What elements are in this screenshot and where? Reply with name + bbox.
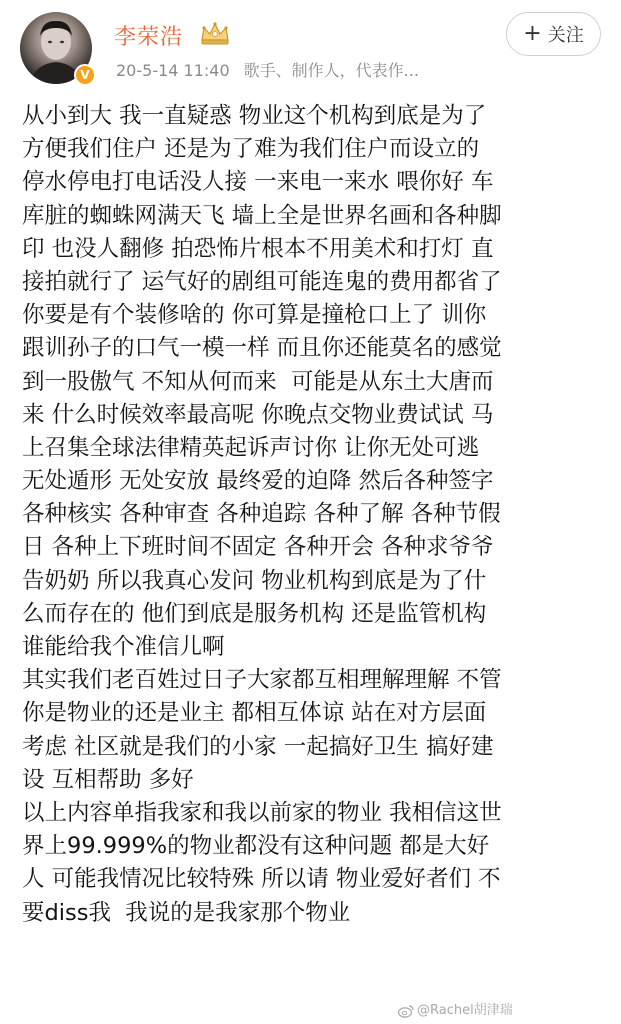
follow-label: 关注 [547, 25, 584, 46]
post-line: 方便我们住户 还是为了难为我们住户而设立的 [22, 136, 480, 163]
post-body [22, 100, 607, 930]
post-paragraph [22, 797, 607, 930]
crown-rank-icon[interactable] [198, 20, 232, 46]
avatar-container[interactable] [20, 12, 96, 88]
post-line: 考虑 社区就是我们的小家 一起搞好卫生 搞好建 [22, 733, 494, 760]
follow-button[interactable] [506, 12, 601, 56]
post-timestamp[interactable]: 20-5-14 11:40 [116, 61, 230, 80]
watermark [398, 999, 513, 1018]
post-line: 你要是有个装修啥的 你可算是撞枪口上了 训你 [22, 302, 487, 329]
username[interactable]: 李荣浩 [114, 25, 184, 50]
post-line: 界上99.999%的物业都没有这种问题 都是大好 [22, 833, 490, 860]
post-line: 其实我们老百姓过日子大家都互相理解理解 不管 [22, 667, 502, 694]
verified-v-icon [74, 64, 96, 86]
weibo-logo-icon [398, 1004, 414, 1018]
post-line: 印 也没人翻修 拍恐怖片根本不用美术和打灯 直 [22, 235, 494, 262]
post-paragraph [22, 664, 607, 797]
post-line: 各种核实 各种审查 各种追踪 各种了解 各种节假 [22, 501, 501, 528]
author-description: 歌手、制作人，代表作... [243, 61, 419, 80]
post-paragraph [22, 100, 607, 664]
post-line: 无处遁形 无处安放 最终爱的迫降 然后各种签字 [22, 468, 494, 495]
post-line: 从小到大 我一直疑惑 物业这个机构到底是为了 [22, 103, 487, 129]
post-line: 么而存在的 他们到底是服务机构 还是监管机构 [22, 600, 487, 627]
post-line: 要diss我 我说的是我家那个物业 [22, 899, 351, 926]
post-line: 告奶奶 所以我真心发问 物业机构到底是为了什 [22, 567, 487, 594]
post-meta [116, 58, 486, 81]
post-line: 谁能给我个准信儿啊 [22, 634, 225, 660]
post-line: 人 可能我情况比较特殊 所以请 物业爱好者们 不 [22, 866, 501, 893]
post-line: 设 互相帮助 多好 [22, 766, 194, 793]
post-line: 接拍就行了 运气好的剧组可能连鬼的费用都省了 [22, 268, 502, 295]
post-line: 上召集全球法律精英起诉声讨你 让你无处可逃 [22, 434, 480, 461]
post-line: 你是物业的还是业主 都相互体谅 站在对方层面 [22, 700, 487, 727]
watermark-text: @Rachel胡津瑞 [417, 1003, 513, 1018]
post-line: 停水停电打电话没人接 一来电一来水 喂你好 车 [22, 169, 494, 196]
post-header [0, 0, 621, 96]
post-line: 以上内容单指我家和我以前家的物业 我相信这世 [22, 799, 502, 826]
post-line: 来 什么时候效率最高呢 你晚点交物业费试试 马 [22, 401, 494, 428]
post-line: 到一股傲气 不知从何而来 可能是从东土大唐而 [22, 368, 494, 395]
post-line: 日 各种上下班时间不固定 各种开会 各种求爷爷 [22, 534, 494, 561]
post-line: 库脏的蜘蛛网满天飞 墙上全是世界名画和各种脚 [22, 202, 502, 229]
plus-icon: + [523, 20, 542, 46]
post-line: 跟训孙子的口气一模一样 而且你还能莫名的感觉 [22, 335, 502, 362]
verified-badge-glyph: V [80, 68, 90, 82]
